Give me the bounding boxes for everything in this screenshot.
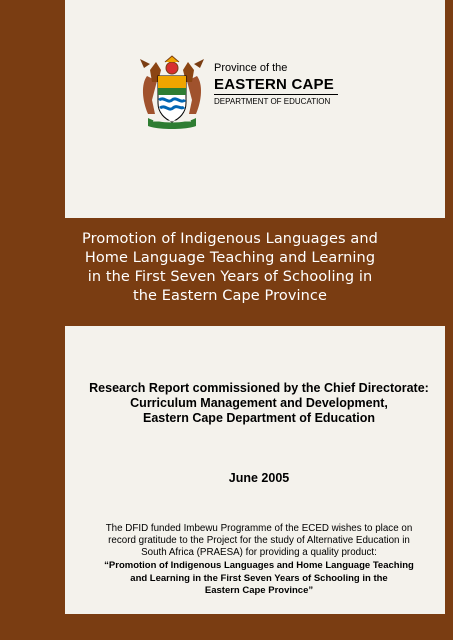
product-title-line-1: “Promotion of Indigenous Languages and Home Language Teaching (104, 560, 414, 571)
title-line-2: Home Language Teaching and Learning (84, 250, 376, 266)
title-line-3: in the First Seven Years of Schooling in (87, 269, 373, 285)
report-date: June 2005 (228, 471, 290, 485)
report-title (70, 230, 390, 306)
title-line-4: the Eastern Cape Province (132, 288, 328, 304)
product-title-line-3: Eastern Cape Province” (204, 585, 314, 596)
department-logo (136, 52, 350, 130)
research-report-line-3: Eastern Cape Department of Education (143, 411, 375, 425)
province-line: Province of the (214, 62, 288, 74)
acknowledgement-line-3: South Africa (PRAESA) for providing a quality product: (141, 547, 377, 558)
research-report-line-1: Research Report commissioned by the Chief Directorate: (89, 381, 429, 395)
department-name: DEPARTMENT OF EDUCATION (214, 97, 331, 106)
research-report-line-2: Curriculum Management and Development, (130, 396, 388, 410)
bottom-brown-strip (0, 614, 453, 640)
province-name: EASTERN CAPE (214, 76, 334, 93)
coat-of-arms-icon (136, 52, 208, 130)
product-title-line-2: and Learning in the First Seven Years of Schooling in the (130, 573, 388, 584)
logo-divider (214, 94, 338, 95)
acknowledgement-line-1: The DFID funded Imbewu Programme of the ECED wishes to place on (105, 523, 413, 534)
title-line-1: Promotion of Indigenous Languages and (82, 231, 378, 247)
acknowledgement-line-2: record gratitude to the Project for the study of Alternative Education in (108, 535, 410, 546)
